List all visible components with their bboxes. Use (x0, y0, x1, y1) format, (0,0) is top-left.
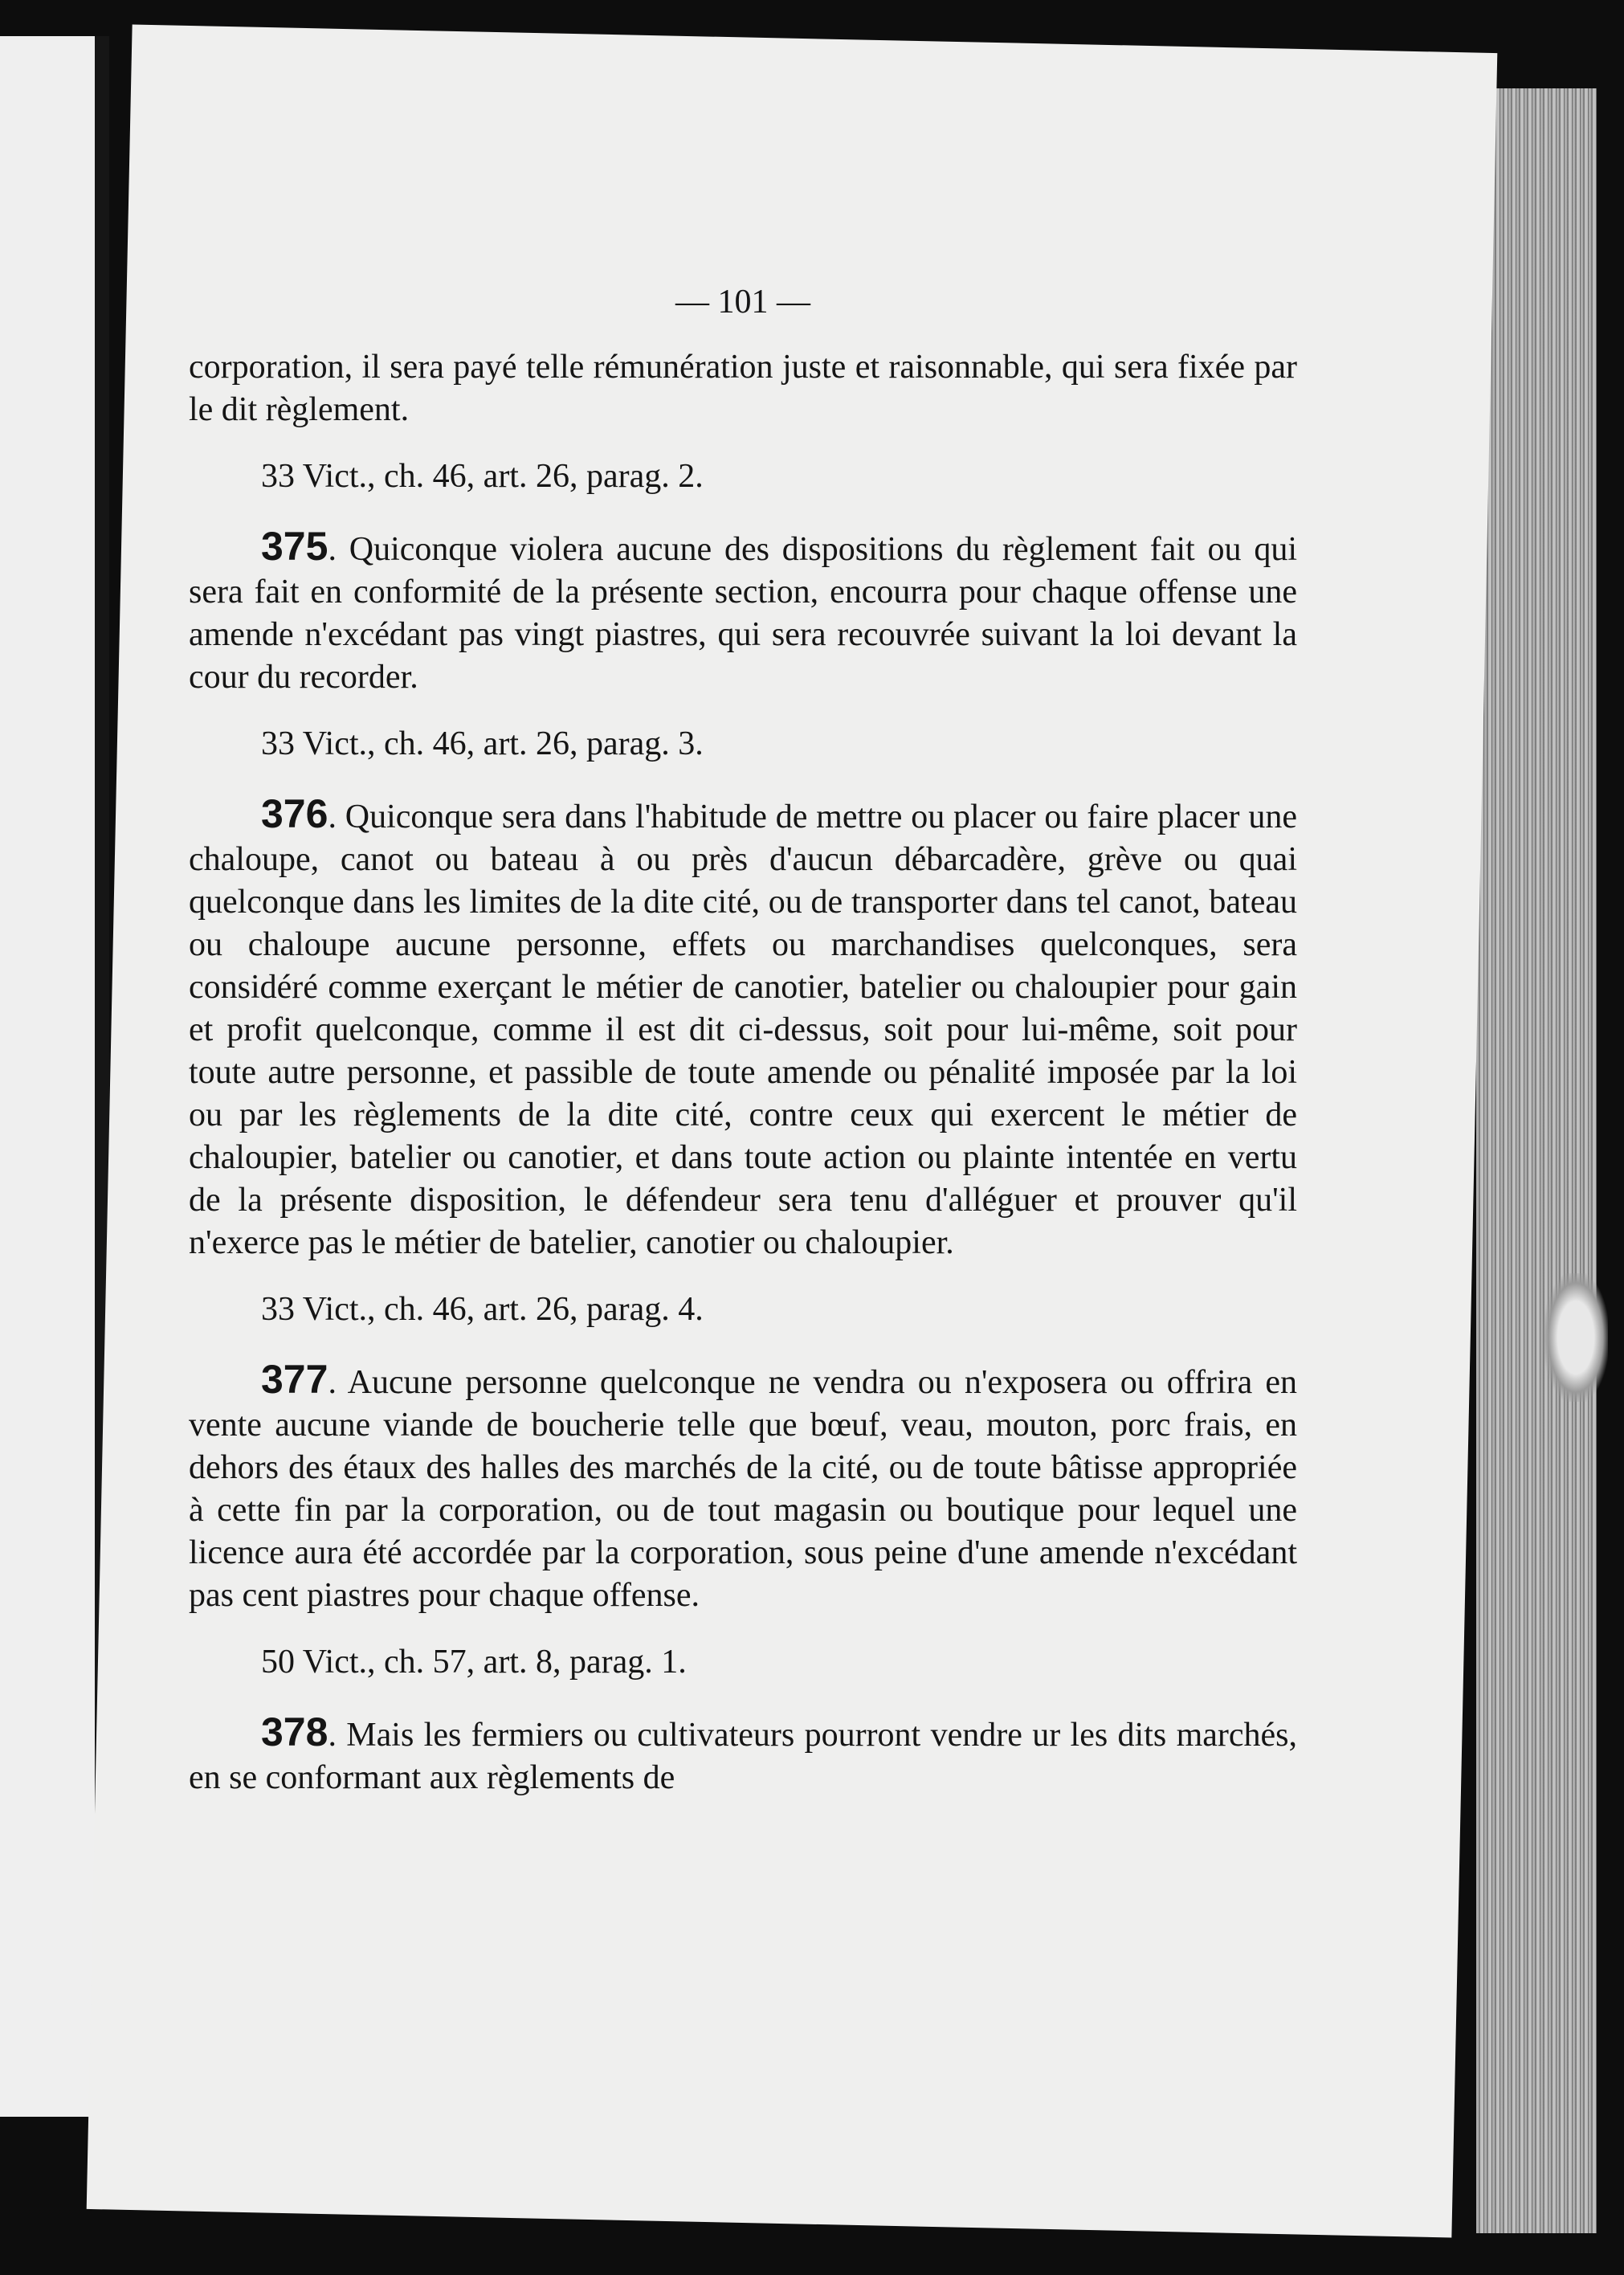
page-text (189, 281, 1297, 1824)
article-text: . Quiconque violera aucune des dispositions du règlement fait ou qui sera fait en conformité de la présente section, encourra pour chaque offense une amende n'excédant pas vingt piastres, qui sera recouvrée suivant la loi devant la cour du recorder. (189, 531, 1297, 696)
article-number: 375 (261, 524, 328, 569)
article-text: . Quiconque sera dans l'habitude de mettre ou placer ou faire placer une chaloupe, canot ou bateau à ou près d'aucun débarcadère, grève ou quai quelconque dans les limites de la dite cité, ou de transporter dans tel canot, bateau ou chaloupe aucune personne, effets ou marchandises quelconques, sera considéré comme exerçant le métier de canotier, batelier ou chaloupier pour gain et profit quelconque, comme il est dit ci-dessus, soit pour lui-même, soit pour toute autre personne, et passible de toute amende ou pénalité imposée par la loi ou par les règlements de la dite cité, contre ceux qui exercent le métier de chaloupier, batelier ou canotier, et dans toute action ou plainte intentée en vertu de la présente disposition, le défendeur sera tenu d'alléguer et prouver qu'il n'exerce pas le métier de batelier, canotier ou chaloupier. (189, 798, 1297, 1261)
statute-reference: 33 Vict., ch. 46, art. 26, parag. 2. (261, 458, 704, 495)
page-stack-edge (1476, 88, 1597, 2233)
paper-damage (1544, 1273, 1608, 1402)
statute-reference: 50 Vict., ch. 57, art. 8, parag. 1. (261, 1644, 687, 1681)
article-number: 377 (261, 1357, 328, 1402)
article-number: 376 (261, 791, 328, 836)
article-376 (189, 793, 1297, 1264)
article-378 (189, 1711, 1297, 1799)
paragraph-continuation: corporation, il sera payé telle rémunération juste et raisonnable, qui sera fixée par le dit règlement. (189, 349, 1297, 428)
article-number: 378 (261, 1709, 328, 1754)
article-text: . Aucune personne quelconque ne vendra ou n'exposera ou offrira en vente aucune viande de boucherie telle que bœuf, veau, mouton, porc frais, en dehors des étaux des halles des marchés de la cité, ou de toute bâtisse appropriée à cette fin par la corporation, ou de tout magasin ou boutique pour lequel une licence aura été accordée par la corporation, sous peine d'une amende n'excédant pas cent piastres pour chaque offense. (189, 1364, 1297, 1614)
article-text: . Mais les fermiers ou cultivateurs pourront vendre ur les dits marchés, en se conformant aux règlements de (189, 1717, 1297, 1796)
statute-reference: 33 Vict., ch. 46, art. 26, parag. 4. (261, 1291, 704, 1328)
facing-page-edge (0, 36, 109, 2117)
article-377 (189, 1358, 1297, 1617)
article-375 (189, 525, 1297, 699)
statute-reference: 33 Vict., ch. 46, art. 26, parag. 3. (261, 725, 704, 762)
page-number: — 101 — (675, 284, 810, 321)
